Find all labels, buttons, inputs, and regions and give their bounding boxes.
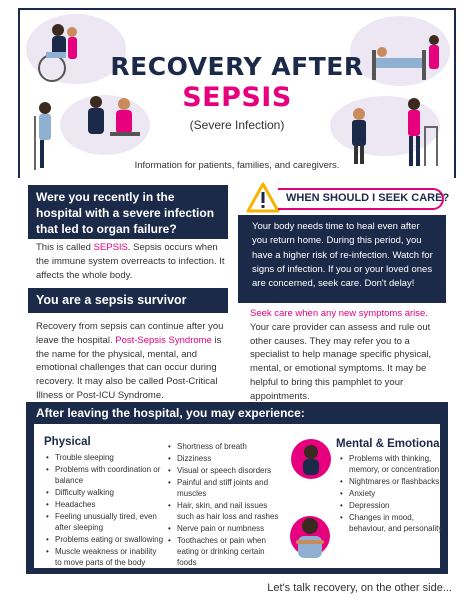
warning-triangle-icon (246, 182, 280, 214)
survivor-term: Post-Sepsis Syndrome (115, 334, 212, 346)
mental-list (340, 453, 444, 535)
footer-text: Let's talk recovery, on the other side... (267, 582, 452, 594)
list-item: • Feeling unusually tired, even after sleeping (46, 511, 164, 533)
definition-prefix: This is called (36, 242, 94, 253)
intro-text: Information for patients, families, and caregivers. (134, 160, 340, 171)
worried-woman-illustration (290, 436, 332, 482)
symptoms-heading: After leaving the hospital, you may experience: (36, 406, 305, 420)
physical-list-col2 (168, 441, 286, 569)
list-item: • Nightmares or flashbacks (340, 476, 444, 487)
survivor-part1: Recovery from sepsis can continue after you leave the hospital. (36, 321, 224, 346)
survivor-text (36, 320, 226, 403)
survivor-part2: is the name for the physical, mental, and emotional challenges that can occur during recovery. It may also be called Post-Critical Illness or Post-ICU Syndrome. (36, 334, 222, 401)
sepsis-definition (36, 241, 226, 283)
survivor-heading: You are a sepsis survivor (28, 288, 228, 313)
list-item: • Toothaches or pain when eating or drinking certain foods (168, 535, 286, 568)
nurse-illustration (346, 106, 372, 166)
list-item: • Headaches (46, 499, 164, 510)
hugging-woman-illustration (288, 510, 332, 566)
heal-time-box: Your body needs time to heal even after you return home. During this period, you have a higher risk of re-infection. Watch for signs of infection. If you or your loved ones are concerned, seek care. Don't delay! (238, 215, 446, 303)
list-item: • Muscle weakness or inability to move parts of the body (46, 546, 164, 568)
question-box: Were you recently in the hospital with a severe infection that led to organ failure? (28, 185, 228, 239)
list-item: • Hair, skin, and nail issues such as hair loss and rashes (168, 500, 286, 522)
seek-care-text (250, 307, 446, 404)
seek-care-rest: Your care provider can assess and rule out other causes. They may refer you to a specialist to help manage specific physical, mental, or emotional symptoms. It may be helpful to bring this pamphlet to your appointments. (250, 321, 432, 402)
mental-heading: Mental & Emotional (336, 438, 443, 450)
list-item: • Trouble sleeping (46, 452, 164, 463)
list-item: • Visual or speech disorders (168, 465, 286, 476)
list-item: • Shortness of breath (168, 441, 286, 452)
definition-rest: . Sepsis occurs when the immune system overreacts to infection. It affects the whole body. (36, 242, 225, 281)
title-line2: SEPSIS (182, 82, 292, 113)
physical-heading: Physical (44, 436, 91, 448)
definition-term: SEPSIS (93, 242, 128, 253)
list-item: • Problems with coordination or balance (46, 464, 164, 486)
list-item: • Depression (340, 500, 444, 511)
header-frame-top (18, 8, 456, 10)
list-item: • Nerve pain or numbness (168, 523, 286, 534)
list-item: • Changes in mood, behaviour, and personality (340, 512, 444, 534)
physical-list-col1 (46, 452, 164, 569)
seek-care-term: Seek care when any new symptoms arise. (250, 308, 428, 319)
list-item: • Anxiety (340, 488, 444, 499)
seek-care-title: WHEN SHOULD I SEEK CARE? (286, 192, 450, 204)
list-item: • Difficulty walking (46, 487, 164, 498)
list-item: • Problems with thinking, memory, or concentration (340, 453, 444, 475)
list-item: • Painful and stiff joints and muscles (168, 477, 286, 499)
list-item: • Problems eating or swallowing (46, 534, 164, 545)
title-line1: RECOVERY AFTER (110, 52, 364, 81)
list-item: • Dizziness (168, 453, 286, 464)
subtitle: (Severe Infection) (189, 118, 285, 132)
